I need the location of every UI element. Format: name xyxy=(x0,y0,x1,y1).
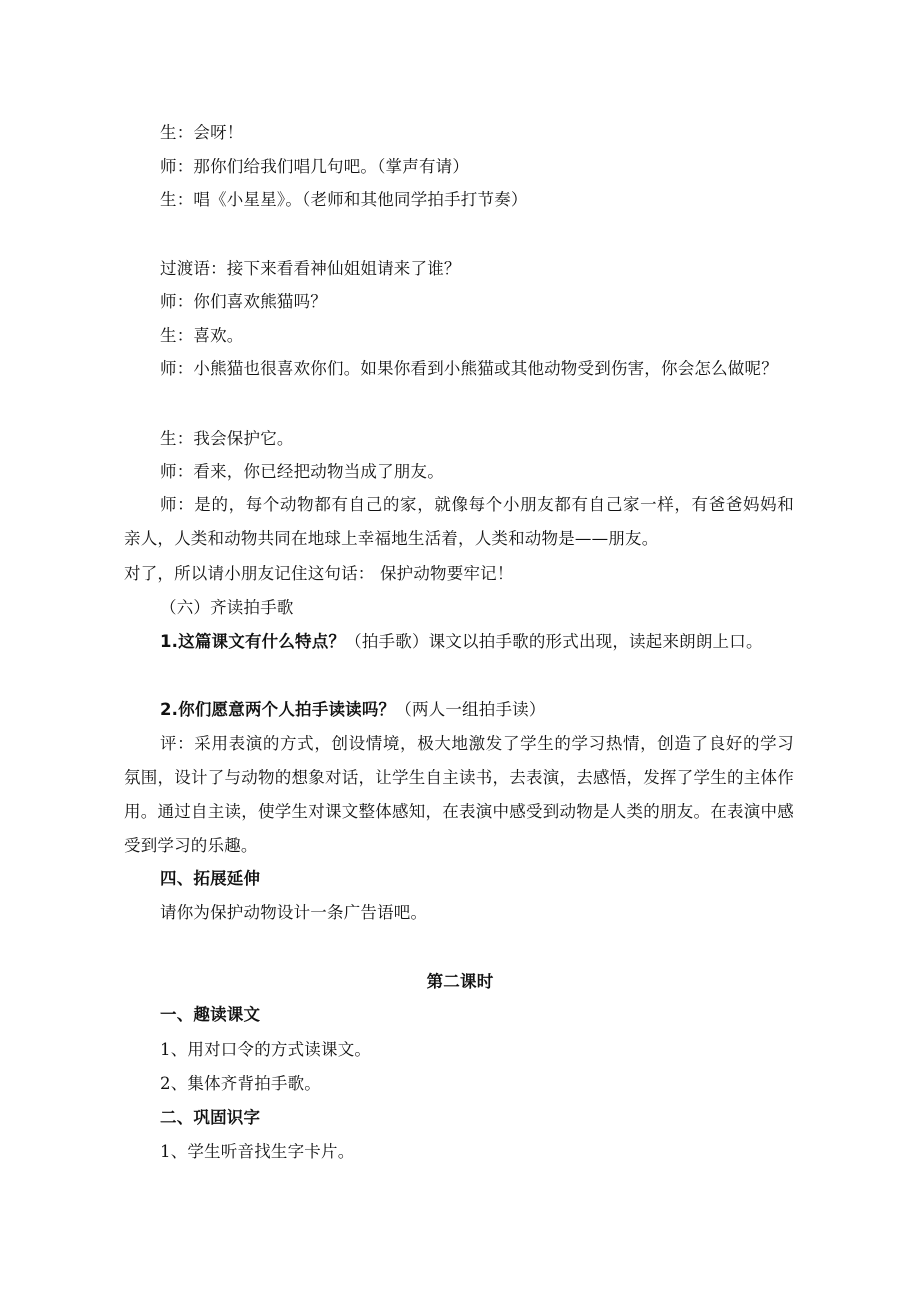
question-paragraph xyxy=(124,625,794,659)
evaluation-paragraph: 评：采用表演的方式，创设情境，极大地激发了学生的学习热情，创造了良好的学习氛围，设计了与动物的想象对话，让学生自主读书，去表演，去感悟，发挥了学生的主体作用。通过自主读，使学生对课文整体感知，在表演中感受到动物是人类的朋友。在表演中感受到学习的乐趣。 xyxy=(124,734,794,855)
question-answer: （拍手歌）课文以拍手歌的形式出现，读起来朗朗上口。 xyxy=(345,632,763,651)
list-item: 1、用对口令的方式读课文。 xyxy=(160,1040,372,1059)
question-bold: 2.你们愿意两个人拍手读读吗？ xyxy=(160,700,396,719)
list-item: 1、学生听音找生字卡片。 xyxy=(160,1142,355,1161)
section-heading: 一、趣读课文 xyxy=(160,1005,261,1024)
question-answer: （两人一组拍手读） xyxy=(395,700,546,719)
list-item: 2、集体齐背拍手歌。 xyxy=(160,1074,321,1093)
dialogue-line: 生：喜欢。 xyxy=(160,326,244,345)
question-paragraph xyxy=(160,693,546,727)
dialogue-line: 生：我会保护它。 xyxy=(160,429,294,448)
dialogue-paragraph: 师：是的，每个动物都有自己的家，就像每个小朋友都有自己家一样，有爸爸妈妈和亲人，人类和动物共同在地球上幸福地生活着，人类和动物是——朋友。 xyxy=(124,495,794,548)
dialogue-paragraph: 师：小熊猫也很喜欢你们。如果你看到小熊猫或其他动物受到伤害，你会怎么做呢？ xyxy=(160,359,778,378)
dialogue-line: 师：那你们给我们唱几句吧。（掌声有请） xyxy=(160,157,470,176)
question-bold: 1.这篇课文有什么特点？ xyxy=(160,632,346,651)
transition-line: 过渡语：接下来看看神仙姐姐请来了谁？ xyxy=(160,259,461,278)
section-heading: 二、巩固识字 xyxy=(160,1108,261,1127)
dialogue-line: 生：唱《小星星》。（老师和其他同学拍手打节奏） xyxy=(160,190,528,209)
subsection-heading: （六）齐读拍手歌 xyxy=(160,598,294,617)
closing-line: 对了，所以请小朋友记住这句话： 保护动物要牢记！ xyxy=(124,564,514,583)
dialogue-line: 师：看来，你已经把动物当成了朋友。 xyxy=(160,462,444,481)
lesson-title: 第二课时 xyxy=(426,972,494,991)
body-line: 请你为保护动物设计一条广告语吧。 xyxy=(160,903,428,922)
section-heading: 四、拓展延伸 xyxy=(160,869,261,888)
dialogue-line: 师：你们喜欢熊猫吗？ xyxy=(160,292,327,311)
dialogue-line: 生：会呀！ xyxy=(160,123,244,142)
